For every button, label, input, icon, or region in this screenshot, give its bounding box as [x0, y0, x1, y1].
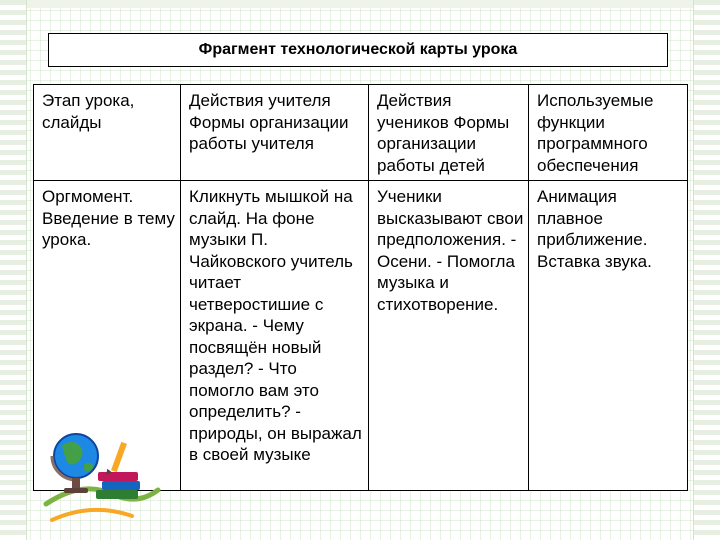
school-globe-books-icon — [42, 420, 162, 530]
page-title: Фрагмент технологической карты урока — [48, 33, 668, 67]
header-stage: Этап урока, слайды — [34, 85, 181, 181]
header-software-functions: Используемые функции программного обеспечения — [529, 85, 688, 181]
left-border-decoration — [0, 0, 27, 540]
header-student-actions: Действия учеников Формы организации работы детей — [369, 85, 529, 181]
cell-teacher-actions: Кликнуть мышкой на слайд. На фоне музыки П. Чайковского учитель читает четверостишие с экрана. - Чему посвящён новый раздел? - Что помогло вам это определить? - природы, он выражал в своей музыке — [181, 181, 369, 491]
right-border-decoration — [693, 0, 720, 540]
top-border-decoration — [0, 0, 720, 8]
table-header-row — [34, 85, 688, 181]
cell-stage: Оргмомент. Введение в тему урока. — [34, 181, 181, 491]
cell-software-functions: Анимация плавное приближение. Вставка звука. — [529, 181, 688, 491]
cell-student-actions: Ученики высказывают свои предположения. - Осени. - Помогла музыка и стихотворение. — [369, 181, 529, 491]
header-teacher-actions: Действия учителя Формы организации работы учителя — [181, 85, 369, 181]
